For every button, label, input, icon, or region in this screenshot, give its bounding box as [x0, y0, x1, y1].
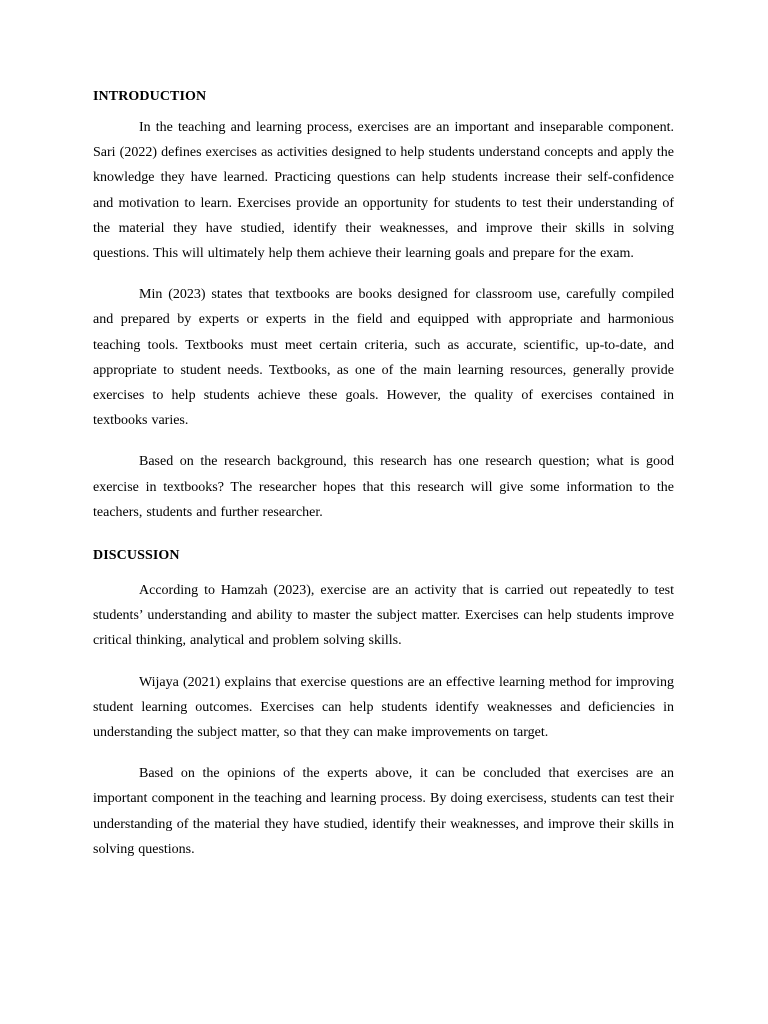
discussion-paragraph-2: Wijaya (2021) explains that exercise questions are an effective learning method for improving student learning outcomes. Exercises can help students identify weaknesses and deficiencies in understanding the subject matter, so that they can make improvements on target.: [93, 674, 674, 741]
discussion-heading: DISCUSSION: [93, 548, 180, 564]
discussion-paragraph-1: According to Hamzah (2023), exercise are an activity that is carried out repeatedly to test students’ understanding and ability to master the subject matter. Exercises can help students improve critical thinking, analytical and problem solving skills.: [93, 583, 674, 649]
introduction-heading: INTRODUCTION: [93, 89, 207, 104]
document-page: [93, 84, 674, 878]
introduction-paragraph-3: Based on the research background, this research has one research question; what is good exercise in textbooks? The researcher hopes that this research will give some information to the teachers, students and further researcher.: [93, 454, 674, 520]
introduction-paragraph-1: In the teaching and learning process, exercises are an important and inseparable component. Sari (2022) defines exercises as activities designed to help students understand concepts and apply the knowledge they have learned. Practicing questions can help students increase their self-confidence and motivation to learn. Exercises provide an opportunity for students to test their understanding of the material they have studied, identify their weaknesses, and improve their skills in solving questions. This will ultimately help them achieve their learning goals and prepare for the exam.: [93, 120, 674, 262]
discussion-paragraph-3: Based on the opinions of the experts above, it can be concluded that exercises are an important component in the teaching and learning process. By doing exercisess, students can test their understanding of the material they have studied, identify their weaknesses, and improve their skills in solving questions.: [93, 766, 674, 857]
introduction-paragraph-2: Min (2023) states that textbooks are books designed for classroom use, carefully compiled and prepared by experts or experts in the field and equipped with appropriate and harmonious teaching tools. Textbooks must meet certain criteria, such as accurate, scientific, up-to-date, and appropriate to student needs. Textbooks, as one of the main learning resources, generally provide exercises to help students achieve these goals. However, the quality of exercises contained in textbooks varies.: [93, 287, 674, 429]
